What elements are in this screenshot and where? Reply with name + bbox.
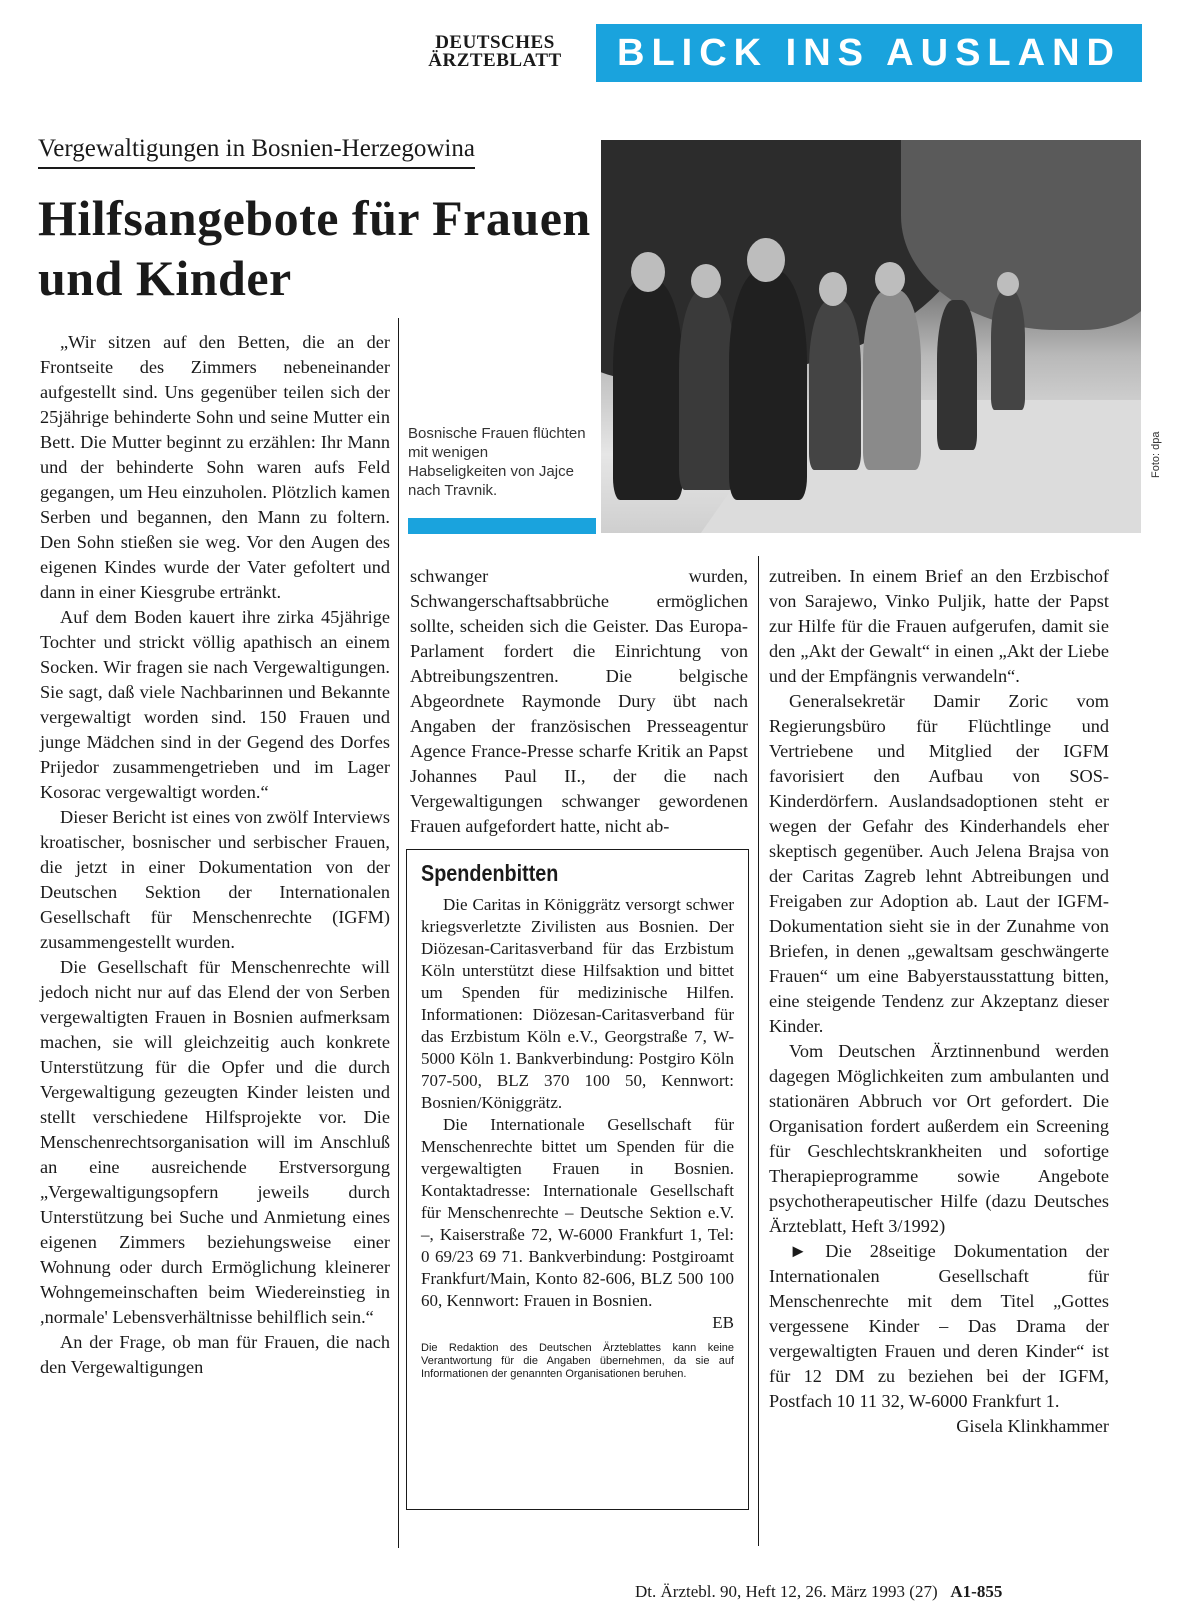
photo-hillside-far — [901, 140, 1141, 330]
body-paragraph: Vom Deutschen Ärztinnenbund werden dagegen Möglichkeiten zum ambulanten und stationären Abbruch vor Ort gefordert. Die Organisation fordert außerdem ein Screening für Geschlechtskrankheiten und sofortige Therapieprogramme sowie Angebote psychotherapeutischer Hilfe (dazu Deutsches Ärzteblatt, Heft 3/1992) — [769, 1041, 1109, 1236]
photo-face — [691, 264, 721, 298]
body-paragraph: Generalsekretär Damir Zoric vom Regierungsbüro für Flüchtlinge und Vertriebene und Mitglied der IGFM favorisiert den Aufbau von SOS-Kinderdörfern. Auslandsadoptionen steht er wegen der Gefahr des Kinderhandels eher skeptisch gegenüber. Auch Jelena Brajsa von der Caritas Zagreb lehnt Abtreibungen und Freigaben zur Adoption ab. Laut der IGFM-Dokumentation sieht sie in der Zunahme von Briefen, in denen „gewaltsam geschwängerte Frauen“ um eine Babyerstausstattung bitten, eine steigende Tendenz zur Akzeptanz dieser Kinder. — [769, 691, 1109, 1036]
publication-masthead: DEUTSCHES ÄRZTEBLATT — [428, 32, 562, 71]
article-column-2 — [410, 564, 748, 839]
photo-credit: Foto: dpa — [1150, 431, 1162, 478]
body-paragraph: Dieser Bericht ist eines von zwölf Interviews kroatischer, bosnischer und serbischer Frauen, die jetzt in einer Dokumentation von der Deutschen Sektion der Internationalen Gesellschaft für Menschenrechte (IGFM) zusammengestellt wurden. — [40, 807, 390, 952]
footer-page-number: A1-855 — [950, 1582, 1003, 1601]
body-paragraph: ► Die 28seitige Dokumentation der Internationalen Gesellschaft für Menschenrechte mit dem Titel „Gottes vergessene Kinder – Das Drama der vergewaltigten Frauen und deren Kinder“ ist für 12 DM zu beziehen bei der IGFM, Postfach 10 11 32, W-6000 Frankfurt 1. — [769, 1241, 1109, 1411]
body-paragraph: Die Gesellschaft für Menschenrechte will jedoch nicht nur auf das Elend der von Serben vergewaltigten Frauen in Bosnien aufmerksam machen, sie will gleichzeitig auch konkrete Unterstützung für die Opfer und die durch Vergewaltigung gezeugten Kinder leisten und stellt verschiedene Hilfsprojekte vor. Die Menschenrechtsorganisation will im Anschluß an eine ausreichende Erstversorgung „Vergewaltigungsopfern jeweils durch Unterstützung bei Suche und Anmietung eines eigenen Zimmers beziehungsweise einer Wohnung oder durch Ermöglichung kleinerer Wohngemeinschaften beim Wiedereinstieg in ,normale' Lebensverhältnisse behilflich sein.“ — [40, 957, 390, 1327]
body-paragraph: „Wir sitzen auf den Betten, die an der Frontseite des Zimmers nebeneinander aufgestellt sind. Uns gegenüber teilen sich der 25jährige behinderte Sohn und seine Mutter ein Bett. Die Mutter beginnt zu erzählen: Ihr Mann und der behinderte Sohn waren aufs Feld gegangen, um Heu einzuholen. Plötzlich kamen Serben und begannen, den Mann zu foltern. Den Sohn stießen sie weg. Vor den Augen des eigenen Kindes wurde der Vater gefoltert und dann in einer Kiesgrube ertränkt. — [40, 332, 390, 602]
photo-figure — [809, 300, 861, 470]
article-kicker: Vergewaltigungen in Bosnien-Herzegowina — [38, 135, 475, 169]
body-paragraph: zutreiben. In einem Brief an den Erzbischof von Sarajewo, Vinko Puljik, hatte der Papst zur Hilfe für die Frauen aufgerufen, damit sie den „Akt der Gewalt“ in einen „Akt der Liebe und der Empfängnis verwandeln“. — [769, 566, 1109, 686]
sidebar-paragraph: Die Caritas in Königgrätz versorgt schwer kriegsverletzte Zivilisten aus Bosnien. Der Diözesan-Caritasverband für das Erzbistum Köln unterstützt diese Hilfsaktion und bittet um Spenden für medizinische Hilfen. Informationen: Diözesan-Caritasverband für das Erzbistum Köln e.V., Georgstraße 7, W-5000 Köln 1. Bankverbindung: Postgiro Köln 707-500, BLZ 370 100 50, Kennwort: Bosnien/Königgrätz. — [421, 895, 734, 1112]
photo-figure — [613, 280, 683, 500]
photo-face — [875, 262, 905, 296]
sidebar-title: Spendenbitten — [421, 860, 559, 886]
donation-sidebar — [406, 849, 749, 1510]
column-rule — [758, 556, 759, 1546]
article-headline: Hilfsangebote für Frauen und Kinder — [38, 190, 591, 306]
photo-face — [747, 238, 785, 282]
photo-face — [631, 252, 665, 292]
photo-face — [997, 272, 1019, 296]
photo-face — [819, 272, 847, 306]
footer-citation: Dt. Ärztebl. 90, Heft 12, 26. März 1993 (27) — [635, 1582, 938, 1601]
photo-figure — [991, 290, 1025, 410]
article-column-1 — [40, 330, 390, 1380]
page-footer — [635, 1582, 1002, 1602]
article-column-3 — [769, 564, 1109, 1439]
sidebar-paragraph: Die Internationale Gesellschaft für Menschenrechte bittet um Spenden für die vergewaltigten Frauen in Bosnien. Kontaktadresse: Internationale Gesellschaft für Menschenrechte – Deutsche Sektion e.V. –, Kaiserstraße 72, W-6000 Frankfurt 1, Tel: 0 69/23 69 71. Bankverbindung: Postgiroamt Frankfurt/Main, Konto 82-606, BLZ 500 100 60, Kennwort: Frauen in Bosnien. — [421, 1115, 734, 1310]
photo-figure — [729, 270, 807, 500]
sidebar-signature-line — [421, 1312, 734, 1334]
photo-caption: Bosnische Frauen flüchten mit wenigen Habseligkeiten von Jajce nach Travnik. — [408, 424, 596, 534]
section-banner: BLICK INS AUSLAND — [596, 24, 1142, 82]
body-paragraph: schwanger wurden, Schwangerschaftsabbrüche ermöglichen sollte, scheiden sich die Geister. Das Europa-Parlament fordert die Einrichtung von Abtreibungszentren. Die belgische Abgeordnete Raymonde Dury übt nach Angaben der französischen Presseagentur Agence France-Presse scharfe Kritik an Papst Johannes Paul II., der die nach Vergewaltigungen schwanger gewordenen Frauen aufgefordert hatte, nicht ab- — [410, 566, 748, 836]
body-paragraph: An der Frage, ob man für Frauen, die nach den Vergewaltigungen — [40, 1332, 390, 1377]
sidebar-disclaimer: Die Redaktion des Deutschen Ärzteblattes kann keine Verantwortung für die Angaben übernehmen, da sie auf Informationen der genannten Organisationen beruhen. — [421, 1342, 734, 1380]
body-paragraph: Auf dem Boden kauert ihre zirka 45jährige Tochter und strickt völlig apathisch an einem Socken. Wir fragen sie nach Vergewaltigungen. Sie sagt, daß viele Nachbarinnen und Bekannte vergewaltigt worden sind. 150 Frauen und junge Mädchen sind in der Gegend des Dorfes Prijedor zusammengetrieben und im Lager Kosorac vergewaltigt worden.“ — [40, 607, 390, 802]
photo-figure — [937, 300, 977, 450]
column-rule — [398, 318, 399, 1548]
photo-figure — [679, 290, 735, 490]
refugee-women-photo — [601, 140, 1141, 533]
sidebar-signature: EB — [712, 1313, 734, 1332]
photo-figure — [863, 290, 921, 470]
article-author: Gisela Klinkhammer — [956, 1416, 1109, 1436]
